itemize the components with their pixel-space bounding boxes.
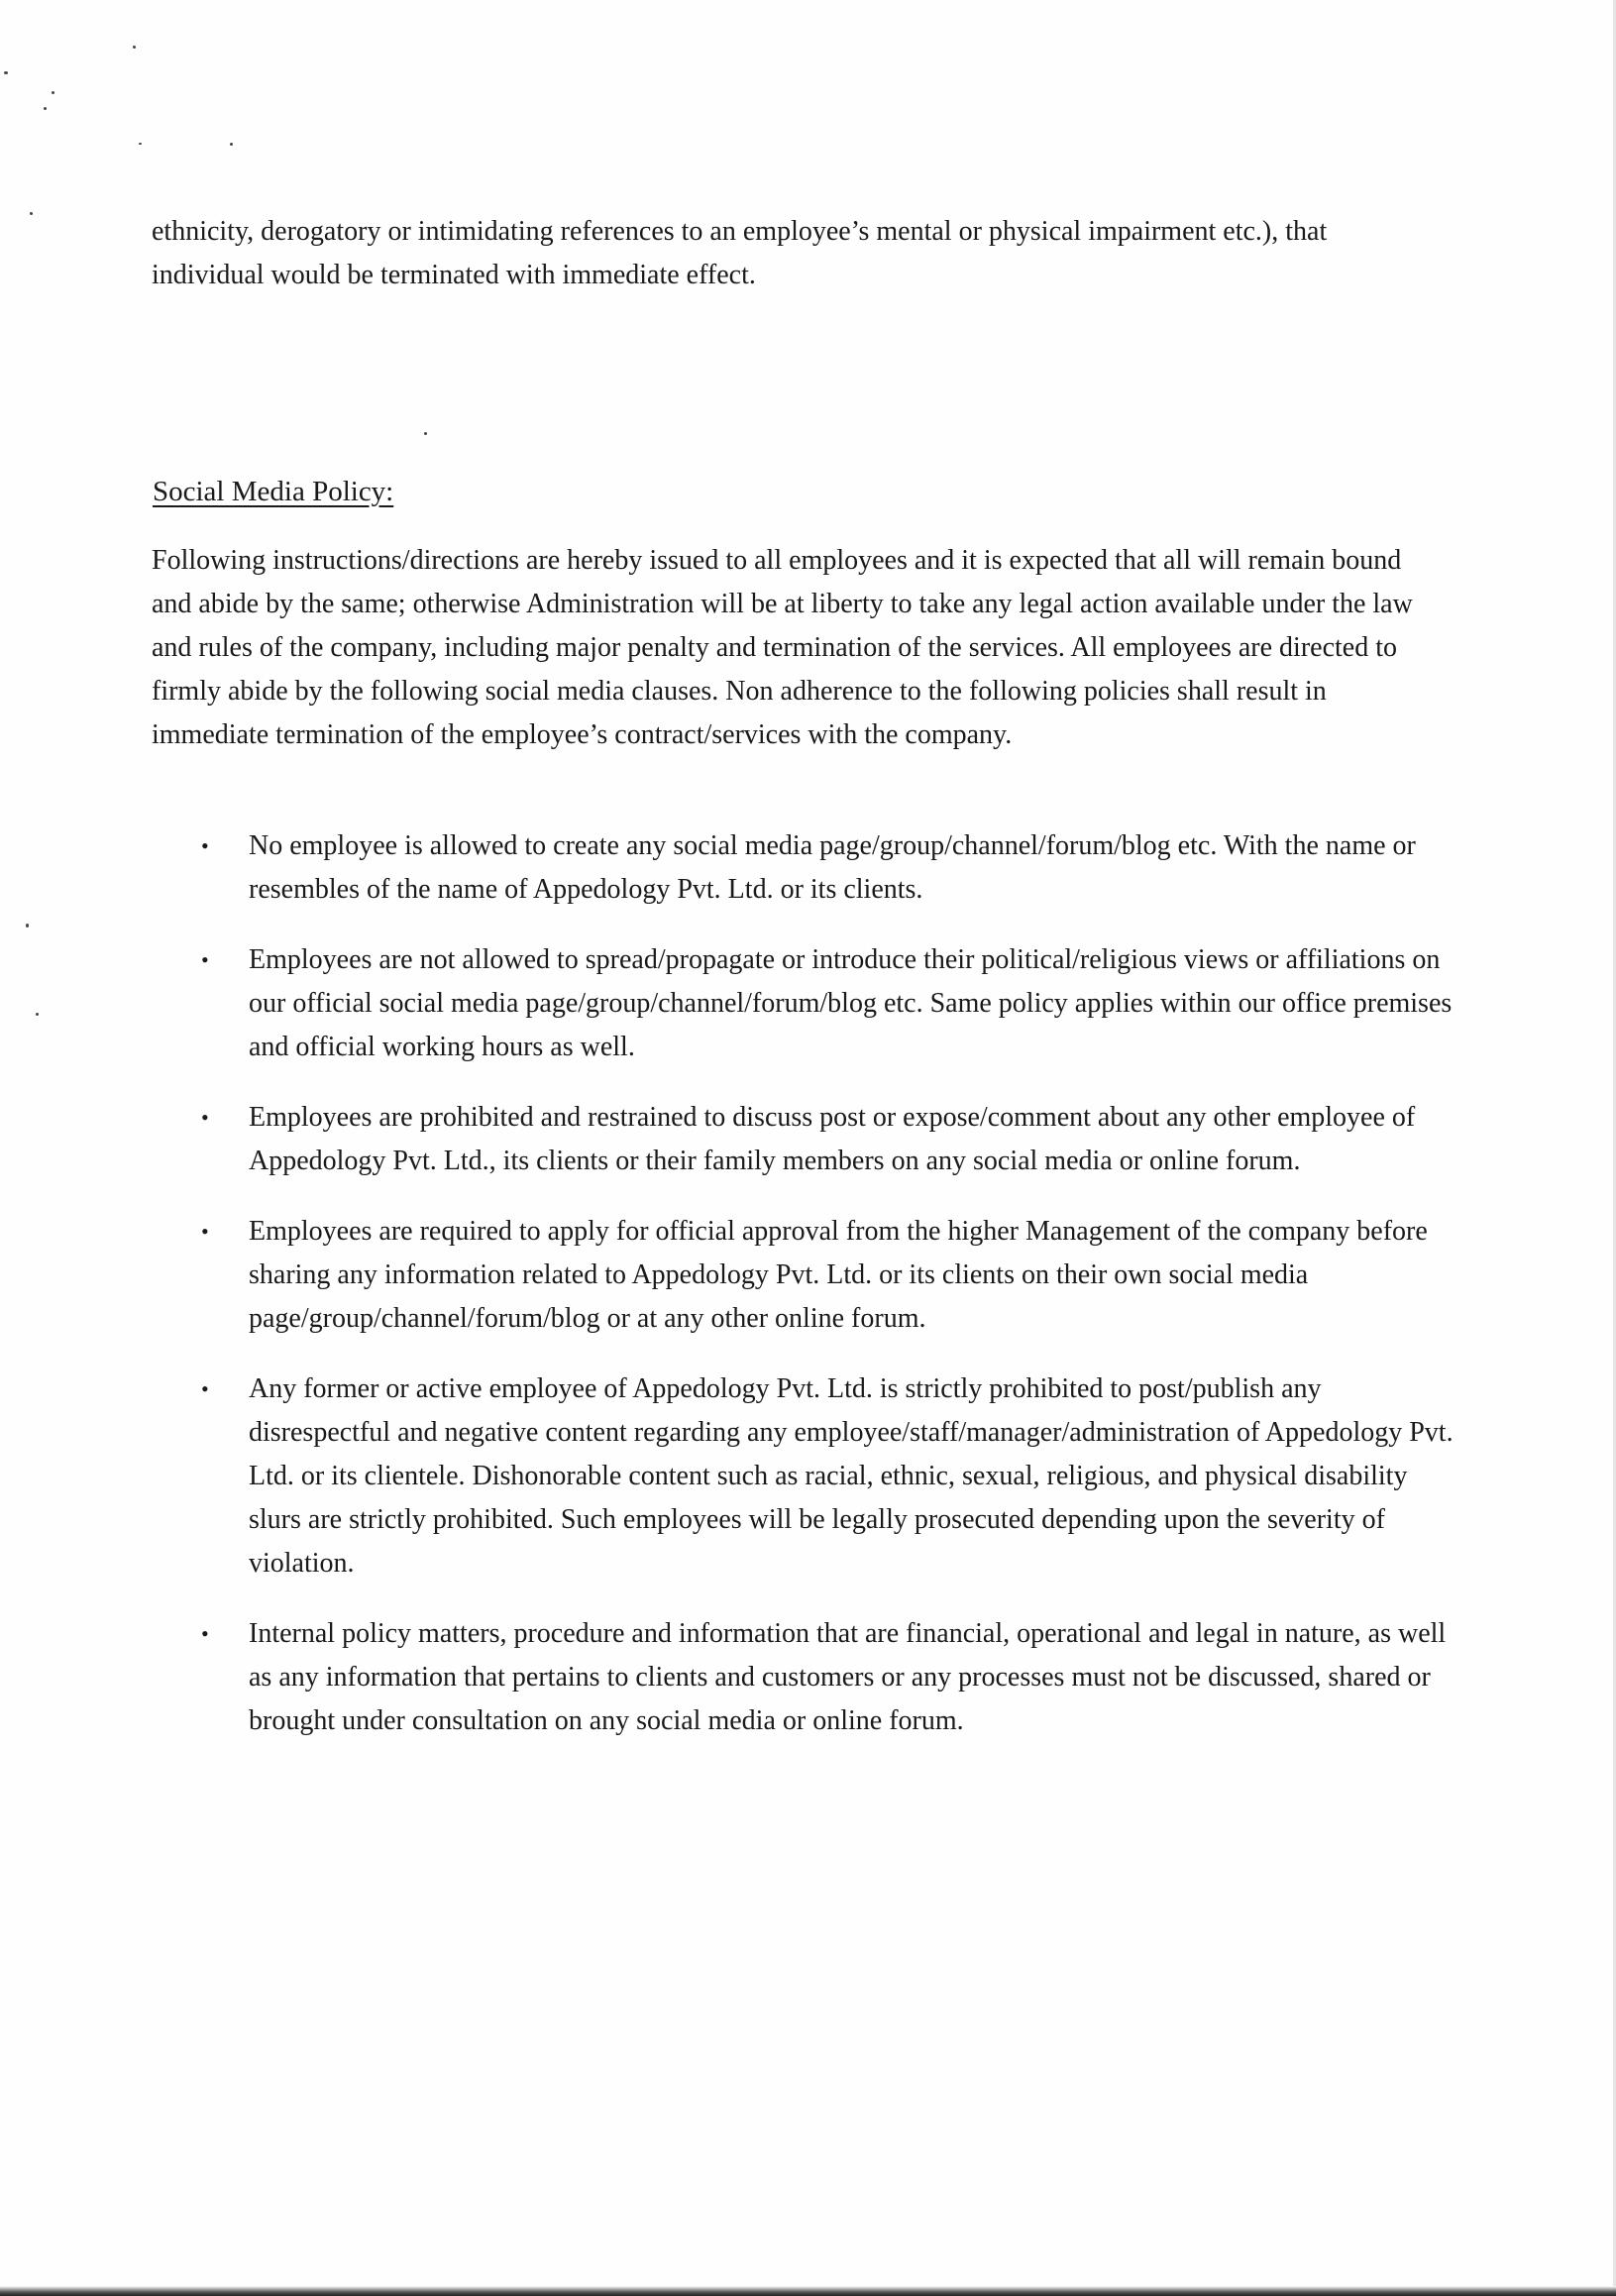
bullet-icon: • — [201, 1105, 209, 1130]
intro-paragraph: ethnicity, derogatory or intimidating references to an employee’s mental or physical impairment etc.), that individual would be terminated with immediate effect. — [152, 216, 1328, 290]
list-item-text: Employees are not allowed to spread/propagate or introduce their political/religious views or affiliations on our official social media page/group/channel/forum/blog etc. Same policy applies within our office premises and official working hours as well. — [249, 944, 1453, 1062]
list-item-text: Any former or active employee of Appedology Pvt. Ltd. is strictly prohibited to post/publish any disrespectful and negative content regarding any employee/staff/manager/administration of Appedology Pvt. Ltd. or its clientele. Dishonorable content such as racial, ethnic, sexual, religious, and physical disability slurs are strictly prohibited. Such employees will be legally prosecuted depending upon the severity of violation. — [249, 1373, 1454, 1579]
scan-speck — [4, 71, 8, 74]
bullet-icon: • — [201, 1219, 209, 1244]
scan-speck — [133, 46, 136, 49]
list-item-text: Internal policy matters, procedure and information that are financial, operational and legal in nature, as well as any information that pertains to clients and customers or any processes must not be discussed, shared or brought under consultation on any social media or online forum. — [249, 1618, 1447, 1736]
scan-speck — [52, 91, 54, 94]
list-item — [152, 1367, 1459, 1585]
list-item-text: Employees are required to apply for official approval from the higher Management of the company before sharing any information related to Appedology Pvt. Ltd. or its clients on their own social media page/group/channel/forum/blog or at any other online forum. — [249, 1216, 1428, 1334]
list-item — [152, 1210, 1459, 1341]
scan-speck — [30, 212, 33, 215]
section-paragraph: Following instructions/directions are hereby issued to all employees and it is expected that all will remain bound and abide by the same; otherwise Administration will be at liberty to take any legal action available under the law and rules of the company, including major penalty and termination of the services. All employees are directed to firmly abide by the following social media clauses. Non adherence to the following policies shall result in immediate termination of the employee’s contract/services with the company. — [152, 545, 1413, 750]
bullet-icon: • — [201, 1621, 209, 1646]
list-item — [152, 938, 1459, 1069]
list-item — [152, 1096, 1459, 1183]
list-item-text: No employee is allowed to create any social media page/group/channel/forum/blog etc. With the name or resembles of the name of Appedology Pvt. Ltd. or its clients. — [249, 830, 1416, 905]
scan-speck — [26, 924, 29, 928]
scan-speck — [36, 1013, 39, 1016]
scan-speck — [139, 143, 142, 145]
bullet-icon: • — [201, 947, 209, 972]
list-item — [152, 1612, 1459, 1743]
bullet-icon: • — [201, 1376, 209, 1401]
scan-speck — [230, 143, 233, 146]
section-heading: Social Media Policy: — [153, 476, 394, 507]
list-item — [152, 824, 1459, 912]
bullet-icon: • — [201, 833, 209, 858]
scan-speck — [424, 432, 427, 435]
policy-bullet-list — [152, 824, 1459, 1770]
scan-bottom-edge — [0, 2286, 1616, 2296]
scan-speck — [44, 107, 47, 110]
list-item-text: Employees are prohibited and restrained to discuss post or expose/comment about any other employee of Appedology Pvt. Ltd., its clients or their family members on any social media or online forum. — [249, 1102, 1416, 1176]
